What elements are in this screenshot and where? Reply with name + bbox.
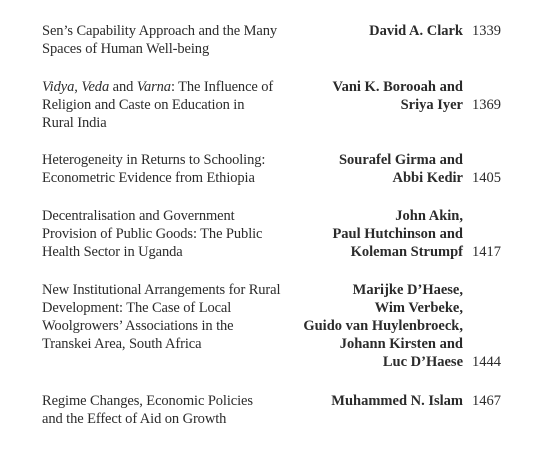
- author-line: John Akin,: [395, 208, 463, 224]
- author-line: Wim Verbeke,: [374, 300, 463, 316]
- title-line: Econometric Evidence from Ethiopia: [42, 170, 255, 186]
- page-number: 1417: [472, 244, 501, 260]
- page-number: 1444: [472, 354, 501, 370]
- author-line: Vani K. Borooah and: [332, 79, 463, 95]
- author-line: Abbi Kedir: [392, 170, 463, 186]
- title-italic: Veda: [81, 79, 110, 95]
- entry-authors: [339, 151, 463, 187]
- title-separator: and: [109, 79, 137, 95]
- title-line: Religion and Caste on Education in: [42, 97, 245, 113]
- entry-title: [42, 78, 310, 132]
- title-line: Spaces of Human Well-being: [42, 41, 210, 57]
- page-number: 1467: [472, 393, 501, 409]
- entry-title: [42, 207, 310, 261]
- title-italic: Varna: [136, 79, 171, 95]
- entry-title: [42, 151, 310, 187]
- title-line: Sen’s Capability Approach and the Many: [42, 23, 278, 39]
- title-italic: Vidya: [42, 79, 75, 95]
- page-number: 1405: [472, 170, 501, 186]
- author-line: Koleman Strumpf: [350, 244, 463, 260]
- author-line: Sourafel Girma and: [338, 152, 463, 168]
- title-line: New Institutional Arrangements for Rural: [42, 282, 281, 298]
- entry-authors: [331, 392, 463, 410]
- page-number: 1369: [472, 97, 501, 113]
- title-line: Woolgrowers’ Associations in the: [42, 318, 234, 334]
- title-line: Health Sector in Uganda: [42, 244, 183, 260]
- entry-title: [42, 22, 310, 58]
- entry-authors: [369, 22, 463, 40]
- title-line: Provision of Public Goods: The Public: [42, 226, 263, 242]
- author-line: Muhammed N. Islam: [331, 393, 463, 409]
- entry-authors: [303, 281, 463, 371]
- author-line: Paul Hutchinson and: [332, 226, 463, 242]
- title-line: Decentralisation and Government: [42, 208, 235, 224]
- title-line: Development: The Case of Local: [42, 300, 232, 316]
- title-line: [42, 78, 310, 96]
- title-text: : The Influence of: [170, 79, 274, 95]
- entry-authors: [332, 207, 463, 261]
- title-separator: ,: [74, 79, 82, 95]
- title-line: Heterogeneity in Returns to Schooling:: [42, 152, 266, 168]
- title-line: Transkei Area, South Africa: [42, 336, 202, 352]
- author-line: Johann Kirsten and: [339, 336, 463, 352]
- author-line: David A. Clark: [369, 23, 463, 39]
- author-line: Sriya Iyer: [400, 97, 463, 113]
- author-line: Marijke D’Haese,: [352, 282, 463, 298]
- entry-title: [42, 281, 310, 353]
- author-line: Guido van Huylenbroeck,: [303, 318, 463, 334]
- title-line: Rural India: [42, 115, 107, 131]
- title-line: Regime Changes, Economic Policies: [42, 393, 253, 409]
- entry-title: [42, 392, 310, 428]
- title-line: and the Effect of Aid on Growth: [42, 411, 227, 427]
- entry-authors: [332, 78, 463, 114]
- author-line: Luc D’Haese: [382, 354, 463, 370]
- page-number: 1339: [472, 23, 501, 39]
